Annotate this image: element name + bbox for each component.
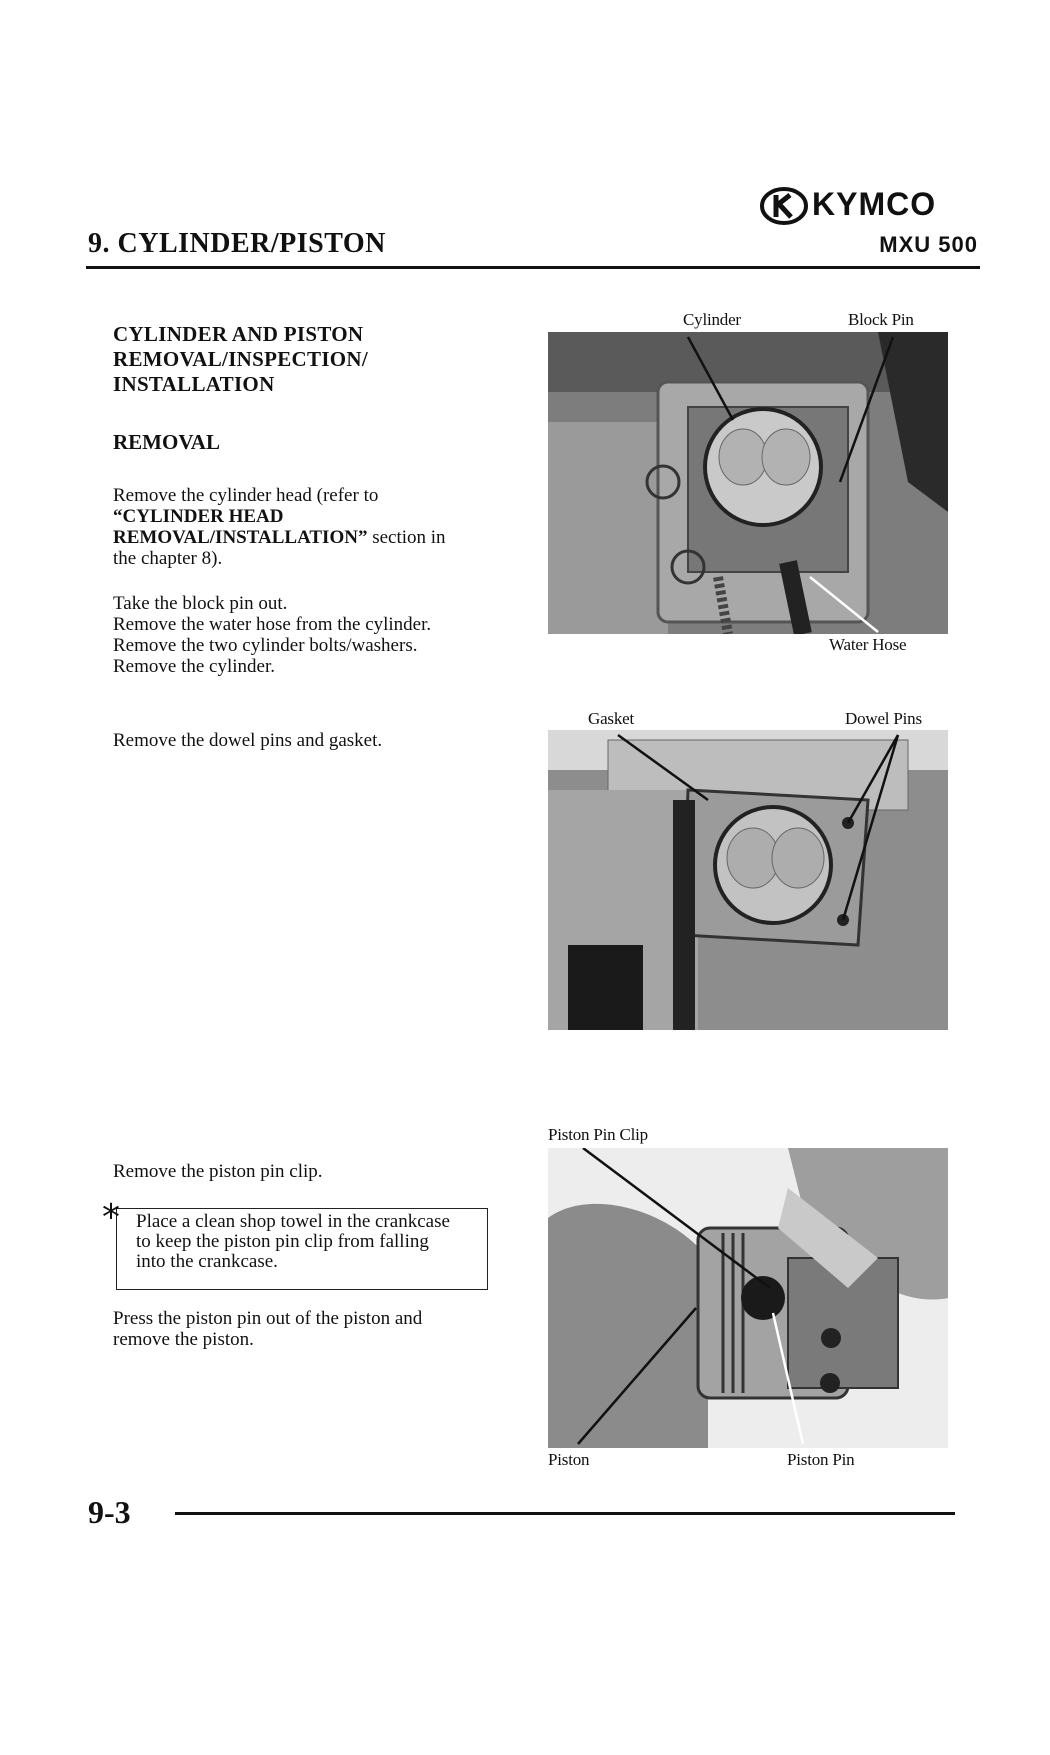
label-piston-pin-clip: Piston Pin Clip bbox=[548, 1125, 648, 1144]
step-text: the chapter 8). bbox=[113, 548, 223, 569]
step-reference: REMOVAL/INSTALLATION” bbox=[113, 527, 368, 548]
note-text bbox=[136, 1212, 486, 1272]
chapter-title: 9. CYLINDER/PISTON bbox=[88, 228, 386, 259]
step-press-pin bbox=[113, 1308, 513, 1350]
step-reference: “CYLINDER HEAD bbox=[113, 506, 284, 527]
footer-rule bbox=[175, 1512, 955, 1515]
step-text: Remove the cylinder head (refer to bbox=[113, 485, 379, 506]
label-block-pin: Block Pin bbox=[848, 310, 914, 329]
label-water-hose: Water Hose bbox=[829, 635, 907, 654]
note-line: to keep the piston pin clip from falling bbox=[136, 1231, 429, 1252]
model-name: MXU 500 bbox=[879, 232, 978, 257]
section-heading-line: INSTALLATION bbox=[113, 372, 275, 396]
step-text: Remove the cylinder. bbox=[113, 656, 275, 677]
removal-heading: REMOVAL bbox=[113, 430, 220, 454]
step-text: Press the piston pin out of the piston and bbox=[113, 1308, 423, 1329]
label-dowel-pins: Dowel Pins bbox=[845, 709, 922, 728]
note-line: into the crankcase. bbox=[136, 1251, 278, 1272]
note-symbol: * bbox=[102, 1197, 120, 1238]
section-heading bbox=[113, 322, 513, 397]
section-heading-line: CYLINDER AND PISTON bbox=[113, 322, 364, 346]
step-text: Remove the water hose from the cylinder. bbox=[113, 614, 432, 635]
note-line: Place a clean shop towel in the crankcase bbox=[136, 1211, 450, 1232]
steps-cylinder bbox=[113, 593, 513, 677]
step-dowel-pins: Remove the dowel pins and gasket. bbox=[113, 730, 383, 751]
step-text: Take the block pin out. bbox=[113, 593, 288, 614]
photo-dowel-pins-gasket bbox=[548, 730, 948, 1030]
step-text: section in bbox=[367, 527, 446, 548]
step-text: remove the piston. bbox=[113, 1329, 254, 1350]
header-rule bbox=[86, 266, 980, 269]
label-piston-pin: Piston Pin bbox=[787, 1450, 855, 1469]
step-text: Remove the two cylinder bolts/washers. bbox=[113, 635, 418, 656]
label-gasket: Gasket bbox=[588, 709, 635, 728]
label-piston: Piston bbox=[548, 1450, 590, 1469]
photo-cylinder-removal bbox=[548, 332, 948, 634]
label-cylinder: Cylinder bbox=[683, 310, 741, 329]
section-heading-line: REMOVAL/INSPECTION/ bbox=[113, 347, 369, 371]
step-pin-clip: Remove the piston pin clip. bbox=[113, 1161, 323, 1182]
step-cylinder-head bbox=[113, 485, 513, 569]
page-number: 9-3 bbox=[88, 1494, 131, 1530]
brand-wordmark: KYMCO bbox=[812, 186, 937, 222]
photo-piston-removal bbox=[548, 1148, 948, 1448]
